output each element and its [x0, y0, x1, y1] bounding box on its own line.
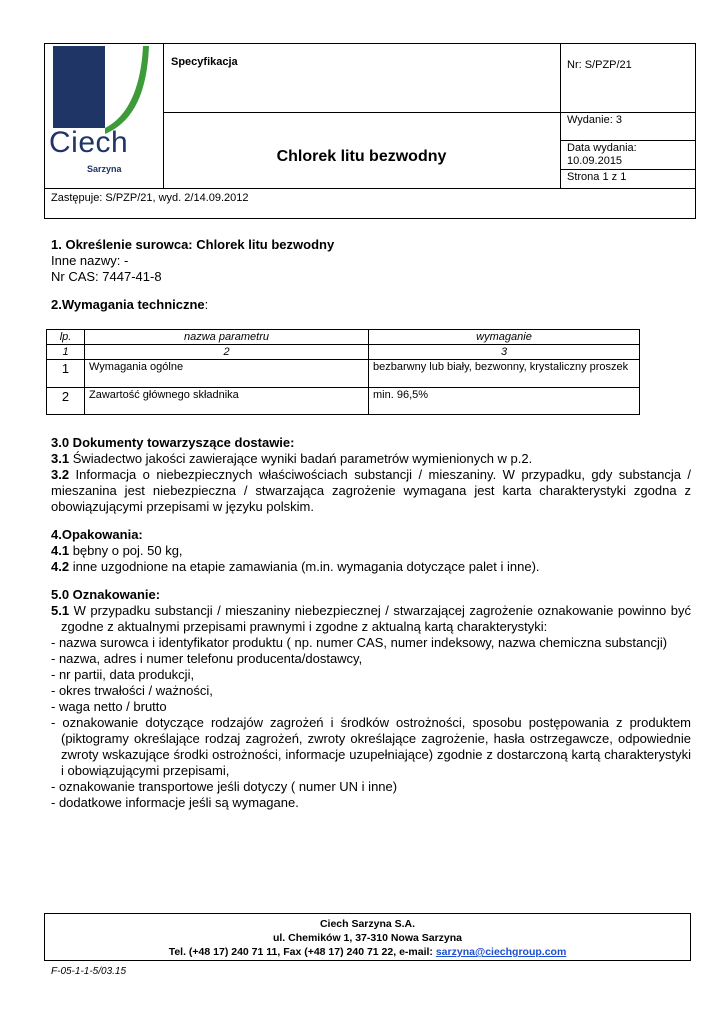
list-item: - okres trwałości / ważności,: [51, 683, 213, 698]
edition: Wydanie: 3: [567, 114, 622, 126]
paragraph-3-1-text: Świadectwo jakości zawierające wyniki badań parametrów wymienionych w p.2.: [69, 451, 533, 466]
row-parameter: Zawartość głównego składnika: [85, 388, 369, 415]
header-parameter: nazwa parametru: [85, 330, 369, 345]
paragraph-3-1-number: 3.1: [51, 451, 70, 466]
table-row: [47, 388, 640, 415]
other-names: Inne nazwy: -: [51, 253, 129, 268]
document-number: Nr: S/PZP/21: [567, 59, 632, 71]
page-footer: [44, 913, 691, 961]
spec-label: Specyfikacja: [171, 56, 238, 68]
list-item: - dodatkowe informacje jeśli są wymagane.: [51, 795, 299, 810]
list-item: - waga netto / brutto: [51, 699, 167, 714]
index-2: 2: [85, 345, 369, 360]
section-1-heading: 1. Określenie surowca: Chlorek litu bezwodny: [51, 237, 335, 252]
row-lp: 2: [47, 388, 85, 415]
footer-email-link[interactable]: sarzyna@ciechgroup.com: [435, 946, 567, 958]
footer-company: Ciech Sarzyna S.A.: [319, 918, 416, 930]
footer-address: ul. Chemików 1, 37-310 Nowa Sarzyna: [272, 932, 463, 944]
document-header: [44, 43, 696, 219]
issue-date: 10.09.2015: [567, 155, 623, 167]
row-requirement: min. 96,5%: [369, 388, 640, 415]
row-requirement: bezbarwny lub biały, bezwonny, krystaliczny proszek: [369, 360, 640, 388]
footer-contact-text: Tel. (+48 17) 240 71 11, Fax (+48 17) 240 71 22, e-mail:: [168, 946, 436, 958]
row-parameter: Wymagania ogólne: [85, 360, 369, 388]
list-item: - nr partii, data produkcji,: [51, 667, 195, 682]
footer-contact: [45, 945, 690, 959]
issue-date-label: Data wydania:: [567, 142, 637, 154]
list-item: - oznakowanie dotyczące rodzajów zagrożeń i środków ostrożności, sposobu postępowania z produktem (piktogramy określające rodzaj zagrożeń, zwroty określające zagrożenie, hasła ostrzegawcze, odpowiednie zwroty wskazujące środki ostrożności, informacje uzupełniające) zgodnie z dostarczoną kartą charakterystyki i obowiązującymi przepisami,: [51, 715, 691, 778]
section-2-heading: 2.Wymagania techniczne: [51, 297, 205, 312]
index-3: 3: [369, 345, 640, 360]
page-count: Strona 1 z 1: [567, 171, 627, 183]
paragraph-4-2: [51, 559, 691, 575]
row-lp: 1: [47, 360, 85, 388]
paragraph-4-1-number: 4.1: [51, 543, 70, 558]
logo-subtext: Sarzyna: [87, 164, 122, 174]
list-item: - nazwa surowca i identyfikator produktu ( np. numer CAS, numer indeksowy, nazwa chemiczna substancji): [51, 635, 668, 650]
list-item: - oznakowanie transportowe jeśli dotyczy ( numer UN i inne): [51, 779, 398, 794]
paragraph-4-1-text: bębny o poj. 50 kg,: [69, 543, 183, 558]
document-title: Chlorek litu bezwodny: [276, 148, 447, 165]
replaces-note: Zastępuje: S/PZP/21, wyd. 2/14.09.2012: [51, 192, 249, 204]
header-lp: lp.: [47, 330, 85, 345]
cas-number: Nr CAS: 7447-41-8: [51, 269, 162, 284]
section-4-heading: 4.Opakowania:: [51, 527, 143, 542]
index-1: 1: [47, 345, 85, 360]
paragraph-4-2-number: 4.2: [51, 559, 70, 574]
form-code: F-05-1-1-5/03.15: [51, 966, 127, 977]
section-1: [51, 237, 691, 285]
paragraph-3-1: [51, 451, 691, 467]
table-header-row: [47, 330, 640, 345]
section-5: [51, 587, 691, 811]
requirements-table: [46, 329, 640, 415]
paragraph-5-1-number: 5.1: [51, 603, 70, 618]
section-2: [51, 297, 691, 313]
table-index-row: [47, 345, 640, 360]
paragraph-5-1-text: W przypadku substancji / mieszaniny niebezpiecznej / stwarzającej zagrożenie oznakowanie powinno być zgodne z aktualnymi przepisami prawnymi i zgodne z aktualną kartą charakterystyki:: [61, 603, 691, 634]
section-3: [51, 435, 691, 515]
labeling-list: [51, 635, 691, 811]
paragraph-5-1: [51, 603, 691, 635]
section-4: [51, 527, 691, 575]
paragraph-4-2-text: inne uzgodnione na etapie zamawiania (m.in. wymagania dotyczące palet i inne).: [69, 559, 540, 574]
paragraph-4-1: [51, 543, 691, 559]
paragraph-3-2: [51, 467, 691, 515]
section-2-colon: :: [204, 297, 209, 312]
logo-text: Ciech: [49, 126, 129, 159]
list-item: - nazwa, adres i numer telefonu producenta/dostawcy,: [51, 651, 363, 666]
section-5-heading: 5.0 Oznakowanie:: [51, 587, 161, 602]
company-logo: [51, 46, 159, 184]
header-requirement: wymaganie: [369, 330, 640, 345]
section-3-heading: 3.0 Dokumenty towarzyszące dostawie:: [51, 435, 295, 450]
paragraph-3-2-text: Informacja o niebezpiecznych właściwościach substancji / mieszaniny. W przypadku, gdy substancja / mieszanina jest niebezpieczna / stwarzająca zagrożenie wymagana jest karta charakterystyki zgodna z obowiązującymi przepisami w języku polskim.: [51, 467, 691, 514]
paragraph-3-2-number: 3.2: [51, 467, 70, 482]
table-row: [47, 360, 640, 388]
